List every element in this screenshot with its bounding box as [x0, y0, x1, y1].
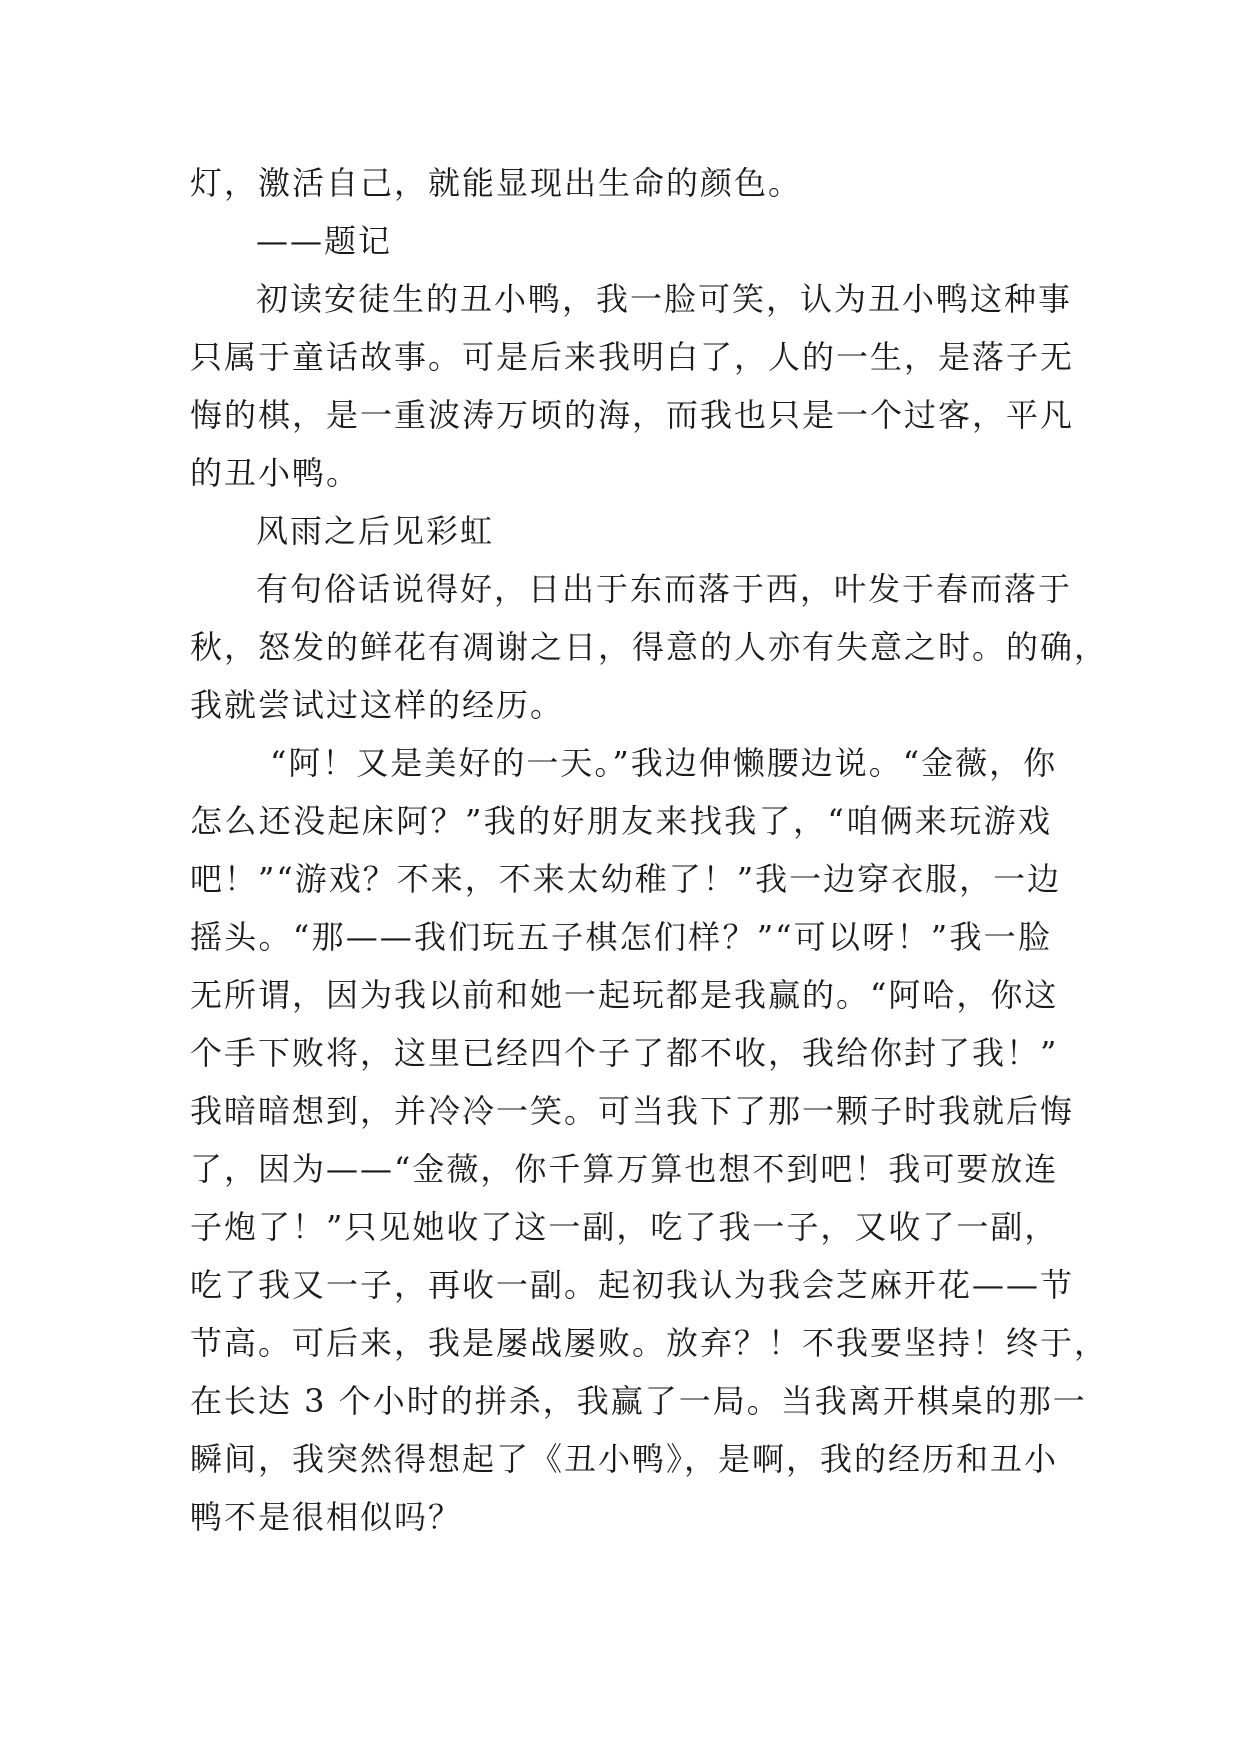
text-line: 在长达 3 个小时的拼杀，我赢了一局。当我离开棋桌的那一	[190, 1382, 1087, 1420]
epigraph-attribution: ——题记	[256, 222, 393, 260]
text-line: 鸭不是很相似吗？	[190, 1498, 463, 1536]
text-line: 悔的棋，是一重波涛万顷的海，而我也只是一个过客，平凡	[190, 396, 1075, 434]
text-line: 怎么还没起床阿？”我的好朋友来找我了，“咱俩来玩游戏	[190, 802, 1052, 840]
document-body	[190, 154, 1109, 1546]
text-line: 我暗暗想到，并冷冷一笑。可当我下了那一颗子时我就后悔	[190, 1092, 1075, 1130]
text-line: 摇头。“那——我们玩五子棋怎们样？”“可以呀！”我一脸	[190, 918, 1052, 956]
text-line: 初读安徒生的丑小鸭，我一脸可笑，认为丑小鸭这种事	[256, 280, 1073, 318]
text-line: 的丑小鸭。	[190, 454, 361, 492]
text-line: 吧！”“游戏？不来，不来太幼稚了！”我一边穿衣服，一边	[190, 860, 1062, 898]
text-line: 无所谓，因为我以前和她一起玩都是我赢的。“阿哈，你这	[190, 976, 1059, 1014]
text-line: 子炮了！”只见她收了这一副，吃了我一子，又收了一副，	[190, 1208, 1059, 1246]
text-line: 我就尝试过这样的经历。	[190, 686, 565, 724]
text-line: 个手下败将，这里已经四个子了都不收，我给你封了我！”	[190, 1034, 1059, 1072]
text-line: 有句俗话说得好，日出于东而落于西，叶发于春而落于	[256, 570, 1073, 608]
text-line: “阿！又是美好的一天。”我边伸懒腰边说。“金薇，你	[270, 744, 1058, 782]
section-heading: 风雨之后见彩虹	[256, 512, 495, 550]
text-line: 节高。可后来，我是屡战屡败。放弃？！不我要坚持！终于，	[190, 1324, 1109, 1362]
text-line: 秋，怒发的鲜花有凋谢之日，得意的人亦有失意之时。的确，	[190, 628, 1109, 666]
text-line: 瞬间，我突然得想起了《丑小鸭》，是啊，我的经历和丑小	[190, 1440, 1059, 1478]
text-line: 吃了我又一子，再收一副。起初我认为我会芝麻开花——节	[190, 1266, 1075, 1304]
text-line: 只属于童话故事。可是后来我明白了，人的一生，是落子无	[190, 338, 1075, 376]
text-line: 灯，激活自己，就能显现出生命的颜色。	[190, 164, 803, 202]
text-line: 了，因为——“金薇，你千算万算也想不到吧！我可要放连	[190, 1150, 1059, 1188]
